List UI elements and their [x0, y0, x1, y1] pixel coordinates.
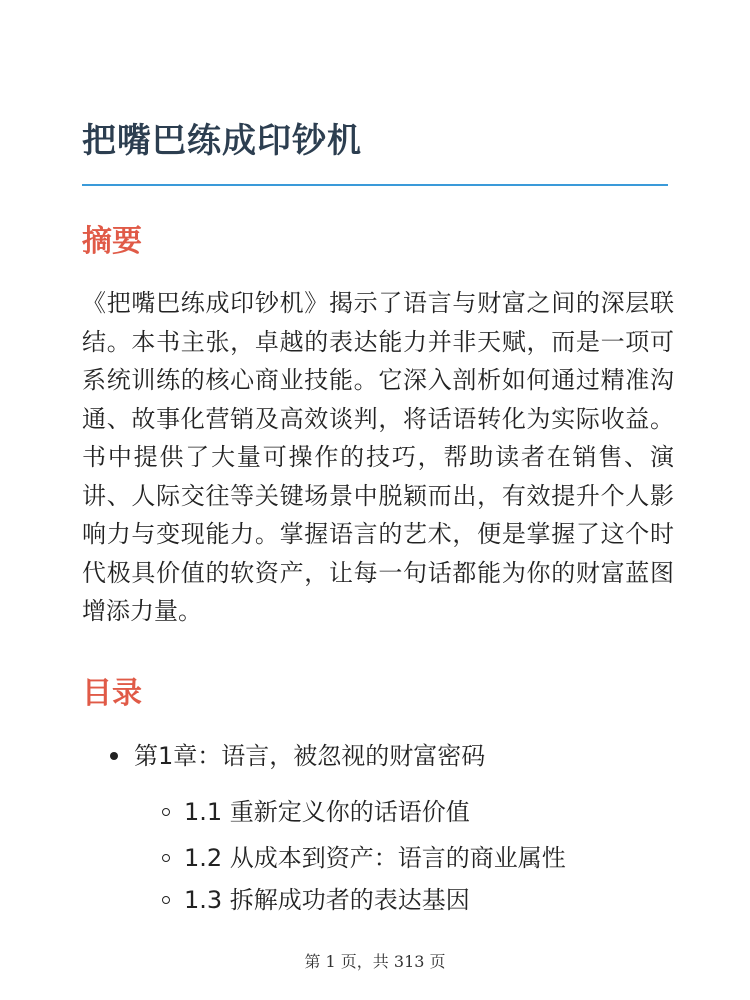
toc-section-item [162, 792, 470, 832]
bullet-disc-icon [110, 752, 118, 760]
toc-heading: 目录 [82, 676, 142, 711]
abstract-paragraph: 《把嘴巴练成印钞机》揭示了语言与财富之间的深层联结。本书主张，卓越的表达能力并非天赋，而是一项可系统训练的核心商业技能。它深入剖析如何通过精准沟通、故事化营销及高效谈判，将话语转化为实际收益。书中提供了大量可操作的技巧，帮助读者在销售、演讲、人际交往等关键场景中脱颖而出，有效提升个人影响力与变现能力。掌握语言的艺术，便是掌握了这个时代极具价值的软资产，让每一句话都能为你的财富蓝图增添力量。 [82, 289, 674, 625]
bullet-circle-icon [162, 808, 170, 816]
toc-section-label: 1.3 拆解成功者的表达基因 [184, 886, 470, 914]
toc-section-item [162, 838, 566, 878]
toc-section-item [162, 880, 470, 920]
title-divider [82, 184, 668, 186]
toc-section-label: 1.2 从成本到资产：语言的商业属性 [184, 844, 566, 872]
abstract-heading: 摘要 [82, 224, 142, 259]
toc-chapter-item [110, 736, 485, 776]
document-title: 把嘴巴练成印钞机 [82, 121, 362, 161]
toc-chapter-label: 第1章：语言，被忽视的财富密码 [134, 742, 486, 770]
bullet-circle-icon [162, 896, 170, 904]
toc-section-label: 1.1 重新定义你的话语价值 [184, 798, 470, 826]
bullet-circle-icon [162, 854, 170, 862]
page-number-footer: 第 1 页，共 313 页 [304, 952, 446, 971]
